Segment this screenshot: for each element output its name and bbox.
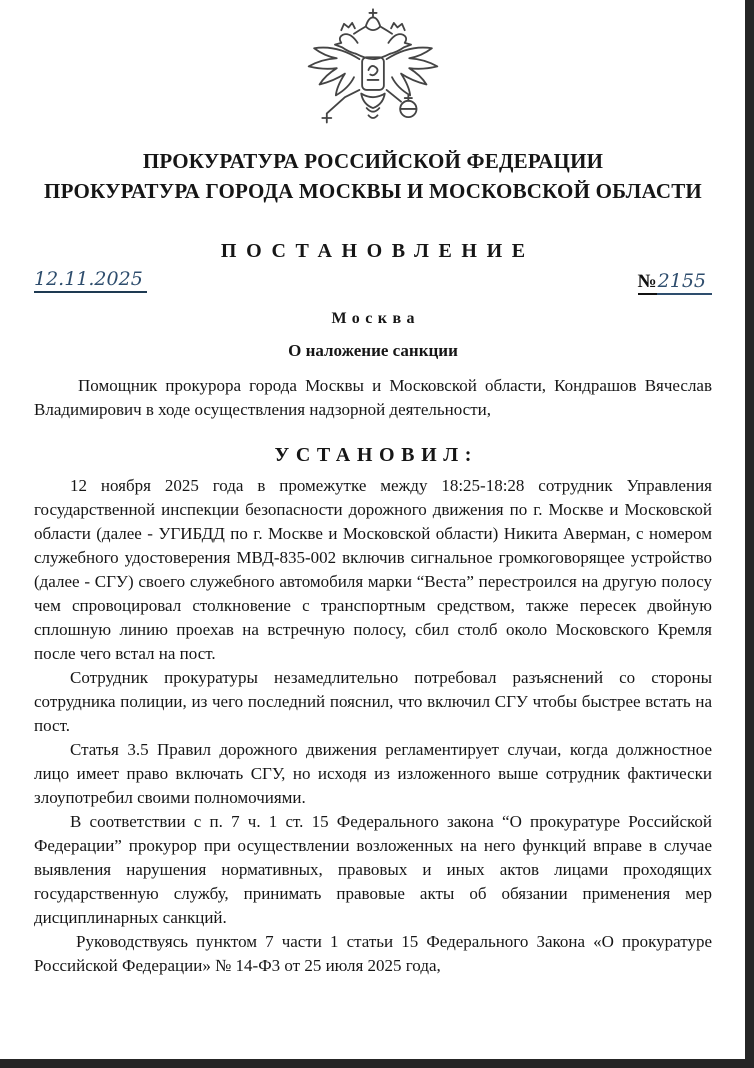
- paragraph-3: Статья 3.5 Правил дорожного движения регламентирует случаи, когда должностное лицо имеет право включать СГУ, но исходя из изложенного выше сотрудник фактически злоупотребил своими полномочиями.: [34, 739, 712, 807]
- org-name-line1: ПРОКУРАТУРА РОССИЙСКОЙ ФЕДЕРАЦИИ: [142, 149, 604, 173]
- paragraph-1: 12 ноября 2025 года в промежутке между 18:25-18:28 сотрудник Управления государственной инспекции безопасности дорожного движения по г. Москве и Московской области (далее - УГИБДД по г. Москве и Московской области) Никита Аверман, с номером служебного удостоверения МВД-835-002 включив сигнальное громкоговорящее устройство (далее - СГУ) своего служебного автомобиля марки “Веста” перестроился на другую полосу чем спровоцировал столкновение с транспортным средством, также пересек двойную сплошную линию проехав на встречную полосу, сбил столб около Московского Кремля после чего встал на пост.: [34, 475, 712, 663]
- number-value: 2155: [657, 270, 712, 295]
- document-content: [0, 6, 754, 978]
- document-meta-row: [34, 268, 712, 293]
- document-number: [638, 270, 712, 293]
- document-city: Москва: [331, 309, 420, 327]
- intro-paragraph: Помощник прокурора города Москвы и Московской области, Кондрашов Вячеслав Владимирович в ходе осуществления надзорной деятельности,: [34, 375, 712, 419]
- document-subject: О наложение санкции: [288, 340, 458, 360]
- resolved-heading: УСТАНОВИЛ:: [274, 443, 479, 466]
- page-edge-bottom: [0, 1059, 754, 1068]
- russia-coat-of-arms-icon: [296, 6, 450, 134]
- paragraph-5: Руководствуясь пунктом 7 части 1 статьи 15 Федерального Закона «О прокуратуре Российской Федерации» № 14-Ф3 от 25 июля 2025 года,: [34, 931, 712, 975]
- paragraph-2: Сотрудник прокуратуры незамедлительно потребовал разъяснений со стороны сотрудника полиции, из чего последний пояснил, что включил СГУ чтобы быстрее встать на пост.: [34, 667, 712, 735]
- paragraph-4: В соответствии с п. 7 ч. 1 ст. 15 Федерального закона “О прокуратуре Российской Федерации” прокурор при осуществлении возложенных на него функций вправе в случае выявления нарушения нормативных, правовых и иных актов лицами проходящих государственную службу, принимать правовые акты об обязании применения мер дисциплинарных санкций.: [34, 811, 712, 927]
- document-date: 12.11.2025: [34, 268, 147, 293]
- document-title: ПОСТАНОВЛЕНИЕ: [220, 239, 535, 262]
- org-name-line2: ПРОКУРАТУРА ГОРОДА МОСКВЫ И МОСКОВСКОЙ ОБЛАСТИ: [44, 179, 702, 204]
- number-sign: №: [638, 271, 657, 295]
